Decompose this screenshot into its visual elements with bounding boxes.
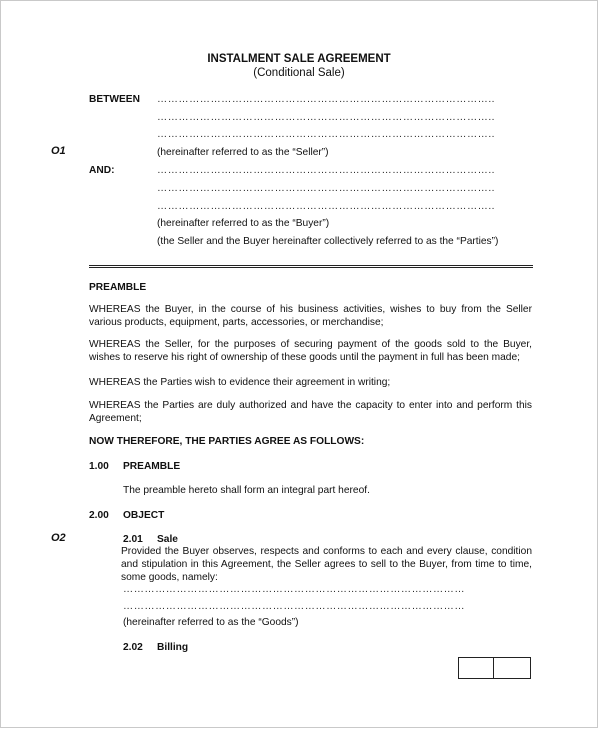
whereas-clause-4: WHEREAS the Parties are duly authorized and have the capacity to enter into and perform this Agreement; <box>89 400 532 424</box>
buyer-reference: (hereinafter referred to as the “Buyer”) <box>157 218 330 229</box>
whereas-clause-3: WHEREAS the Parties wish to evidence their agreement in writing; <box>89 377 391 388</box>
section-1-title: PREAMBLE <box>123 461 181 472</box>
section-2-02-number: 2.02 <box>123 642 143 653</box>
buyer-name-line-1: ………………………………………………………………………………….. <box>157 165 495 176</box>
initials-box-1[interactable] <box>458 657 494 679</box>
goods-reference: (hereinafter referred to as the “Goods”) <box>123 617 299 628</box>
section-2-number: 2.00 <box>89 510 109 521</box>
section-2-title: OBJECT <box>123 510 165 521</box>
now-therefore-heading: NOW THEREFORE, THE PARTIES AGREE AS FOLLOWS: <box>89 436 365 447</box>
goods-line-2: …………………………………………………………………………………… <box>123 601 465 612</box>
divider-rule-double <box>89 267 533 268</box>
buyer-name-line-2: ………………………………………………………………………………….. <box>157 183 495 194</box>
whereas-clause-1: WHEREAS the Buyer, in the course of his business activities, wishes to buy from the Seller various products, equipment, parts, accessories, or merchandise; <box>89 304 532 328</box>
seller-name-line-2: ………………………………………………………………………………….. <box>157 112 495 123</box>
margin-mark-2: O2 <box>51 532 66 544</box>
section-2-01-number: 2.01 <box>123 534 143 545</box>
seller-name-line-1: ………………………………………………………………………………….. <box>157 94 495 105</box>
seller-name-line-3: ………………………………………………………………………………….. <box>157 129 495 140</box>
section-1-number: 1.00 <box>89 461 109 472</box>
preamble-heading: PREAMBLE <box>89 282 147 293</box>
seller-reference: (hereinafter referred to as the “Seller”) <box>157 147 329 158</box>
section-2-01-title: Sale <box>157 534 178 545</box>
section-2-02-title: Billing <box>157 642 189 653</box>
whereas-clause-2: WHEREAS the Seller, for the purposes of securing payment of the goods sold to the Buyer, wishes to reserve his right of ownership of these goods until the payment in full has been made; <box>89 339 532 363</box>
section-2-01-text: Provided the Buyer observes, respects and conforms to each and every clause, condition and stipulation in this Agreement, the Seller agrees to sell to the Buyer, from time to time, some goods, namely: <box>121 546 532 583</box>
and-label: AND: <box>89 165 115 176</box>
agreement-subtitle: (Conditional Sale) <box>253 67 345 79</box>
initials-box-2[interactable] <box>493 657 531 679</box>
buyer-name-line-3: ………………………………………………………………………………….. <box>157 201 495 212</box>
agreement-title: INSTALMENT SALE AGREEMENT <box>207 53 391 65</box>
goods-line-1: …………………………………………………………………………………… <box>123 584 465 595</box>
section-1-text: The preamble hereto shall form an integral part hereof. <box>123 485 370 496</box>
divider-rule <box>89 265 533 266</box>
margin-mark-1: O1 <box>51 145 66 157</box>
between-label: BETWEEN <box>89 94 140 105</box>
parties-reference: (the Seller and the Buyer hereinafter collectively referred to as the “Parties”) <box>157 236 499 247</box>
